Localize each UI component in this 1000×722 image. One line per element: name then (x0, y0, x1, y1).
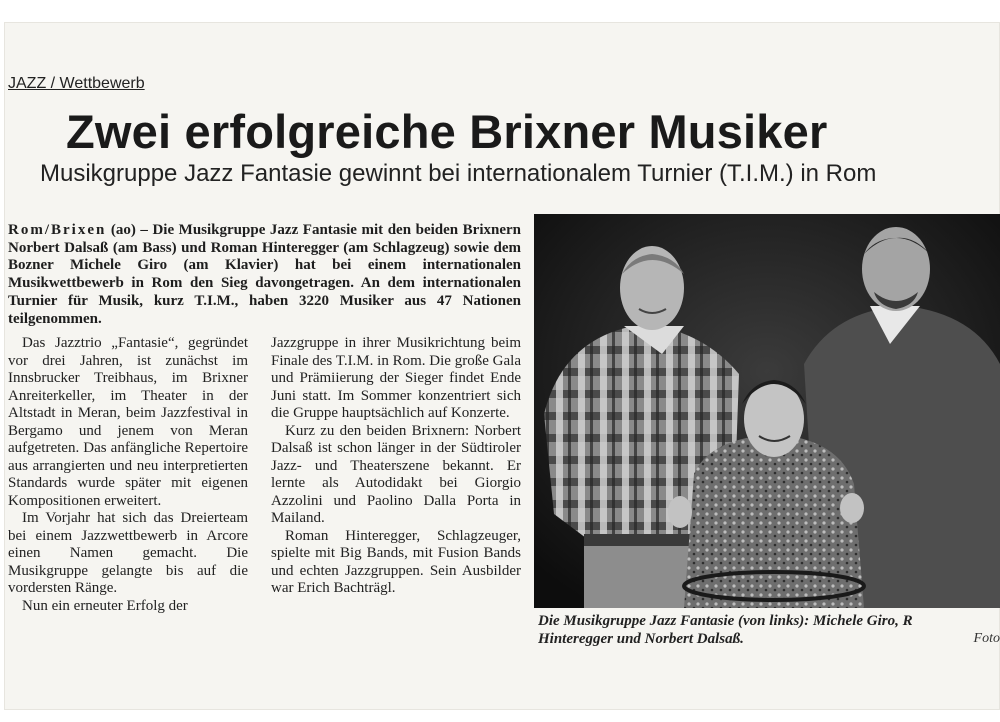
body-column-1 (8, 335, 248, 615)
caption-line-2: Hinteregger und Norbert Dalsaß. (538, 630, 744, 647)
column2-paragraph: Jazzgruppe in ihrer Musikrichtung beim Finale des T.I.M. in Rom. Die große Gala und Prämiierung der Sieger findet Ende Juni statt. Im Sommer konzentriert sich die Gruppe hauptsächlich auf Konzerte. (271, 335, 521, 421)
lead-text: (ao) – Die Musikgruppe Jazz Fantasie mit den beiden Brixnern Norbert Dalsaß (am Bass) und Roman Hinteregger (am Schlagzeug) sowie dem Bozner Michele Giro (am Klavier) hat bei einem internationalen Musikwettbewerb in Rom den Sieg davongetragen. An dem internationalen Turnier für Musik, kurz T.I.M., haben 3220 Musiker aus 47 Nationen teilgenommen. (8, 222, 521, 327)
subheadline: Musikgruppe Jazz Fantasie gewinnt bei internationalem Turnier (T.I.M.) in Rom (40, 160, 877, 187)
lead-paragraph (8, 222, 521, 328)
photo-caption (538, 613, 1000, 648)
photo-credit: Foto (973, 631, 1000, 646)
body-column-2 (271, 335, 521, 598)
column1-paragraph: Im Vorjahr hat sich das Dreierteam bei einem Jazzwettbewerb in Arcore einen Namen gemacht. Die Musikgruppe gelangte bis auf die vordersten Ränge. (8, 510, 248, 596)
column1-paragraph: Nun ein erneuter Erfolg der (22, 597, 188, 614)
caption-line-1: Die Musikgruppe Jazz Fantasie (von links): Michele Giro, R (538, 613, 913, 629)
dateline: Rom/Brixen (8, 222, 107, 238)
column2-paragraph: Roman Hinteregger, Schlagzeuger, spielte mit Big Bands, mit Fusion Bands und echten Jazzgruppen. Sein Ausbilder war Erich Bachträgl. (271, 527, 521, 596)
band-photo (534, 214, 1000, 608)
column2-paragraph: Kurz zu den beiden Brixnern: Norbert Dalsaß ist schon länger in der Südtiroler Jazz- und Theaterszene bekannt. Er lernte als Autodidakt bei Giorgio Azzolini und Paolino Dalla Porta in Mailand. (271, 422, 521, 526)
band-photo-illustration (534, 214, 1000, 608)
headline: Zwei erfolgreiche Brixner Musiker (66, 105, 828, 158)
column1-paragraph: Das Jazztrio „Fantasie“, gegründet vor drei Jahren, ist zunächst im Innsbrucker Treibhaus, im Brixner Anreiterkeller, im Theater in der Altstadt in Meran, beim Jazzfestival in Bergamo und jenem von Meran aufgetreten. Das anfängliche Repertoire aus arrangierten und neu interpretierten Standards wurde später mit eigenen Kompositionen erweitert. (8, 335, 248, 509)
section-kicker: JAZZ / Wettbewerb (8, 75, 145, 92)
